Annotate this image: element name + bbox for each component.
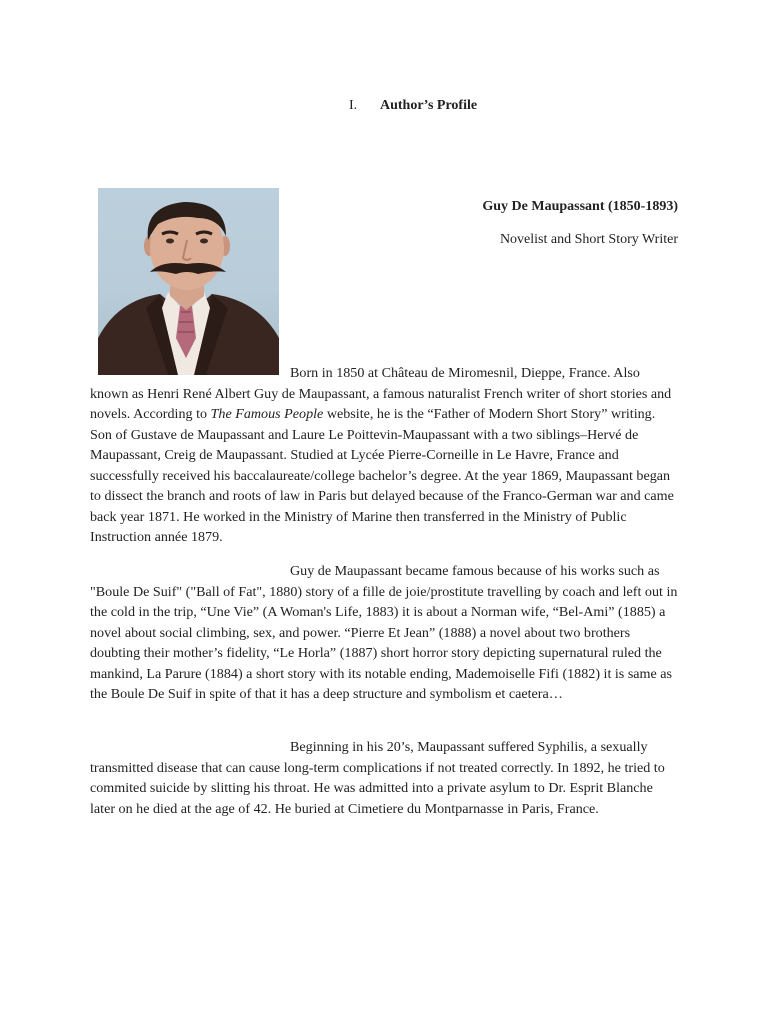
portrait-image — [98, 188, 279, 375]
section-heading — [349, 96, 477, 116]
author-occupation: Novelist and Short Story Writer — [499, 232, 678, 247]
biography-paragraph — [90, 363, 680, 548]
section-number: I. — [349, 98, 358, 113]
works-paragraph: Guy de Maupassant became famous because of his works such as "Boule De Suif" ("Ball of Fat", 1880) story of a fille de joie/prostitute travelling by coach and left out in the cold in the trip, “Une Vie” (A Woman's Life, 1883) it is about a Norman wife, “Bel-Ami” (1885) a novel about social climbing, sex, and power. “Pierre Et Jean” (1888) a novel about two brothers doubting their mother’s fidelity, “Le Horla” (1887) short horror story depicting supernatural ruled the mankind, La Parure (1884) a short story with its notable ending, Mademoiselle Fifi (1882) it is same as the Boule De Suif in spite of that it has a deep structure and symbolism et caetera… — [90, 563, 678, 702]
illness-death-paragraph: Beginning in his 20’s, Maupassant suffered Syphilis, a sexually transmitted disease that can cause long-term complications if not treated correctly. In 1892, he tried to commited suicide by slitting his throat. He was admitted into a private asylum to Dr. Esprit Blanche later on he died at the age of 42. He buried at Cimetiere du Montparnasse in Paris, France. — [90, 739, 665, 817]
source-website-name: The Famous People — [210, 406, 324, 422]
author-portrait — [98, 188, 279, 375]
biography-text-start: Born in 1850 at Château de Miromesnil, Dieppe, France. Also known as Henri René Albert Guy de Maupassant, a famous naturalist French writer of short stories and novels. According to — [90, 365, 672, 422]
biography-text-end: website, he is the “Father of Modern Short Story” writing. Son of Gustave de Maupassant and Laure Le Poittevin-Maupassant with a two siblings–Hervé de Maupassant, Creig de Maupassant. Studied at Lycée Pierre-Corneille in Le Havre, France and successfully received his baccalaureate/college bachelor’s degree. At the year 1869, Maupassant began to dissect the branch and roots of law in Paris but delayed because of the Franco-German war and came back year 1871. He worked in the Ministry of Marine then transferred in the Ministry of Public Instruction année 1879. — [90, 406, 674, 545]
author-name: Guy De Maupassant (1850-1893) — [482, 199, 678, 214]
section-title: Author’s Profile — [380, 98, 478, 113]
